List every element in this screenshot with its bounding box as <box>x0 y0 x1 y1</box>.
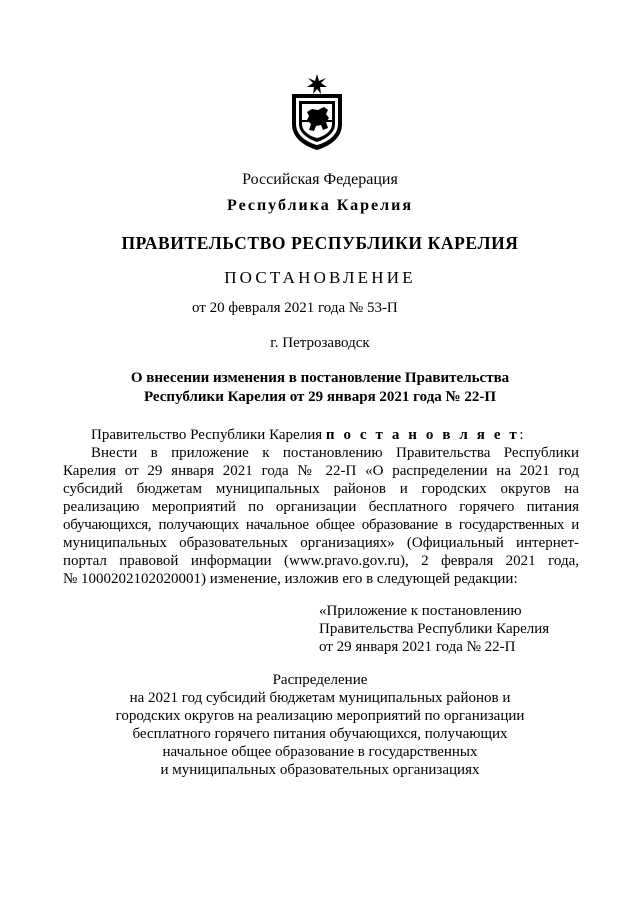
body-line: Карелия от 29 января 2021 года № 22-П «О распределении на 2021 год <box>63 463 579 479</box>
document-type: ПОСТАНОВЛЕНИЕ <box>224 268 416 287</box>
subject-line-1: О внесении изменения в постановление Правительства <box>130 370 510 386</box>
distribution-line: городских округов на реализацию мероприятий по организации <box>115 708 525 724</box>
coat-of-arms-icon <box>288 72 346 152</box>
intro-suffix: : <box>519 427 524 443</box>
distribution-line: на 2021 год субсидий бюджетам муниципальных районов и <box>129 690 511 706</box>
body-line: № 1000202102020001) изменение, изложив его в следующей редакции: <box>63 571 518 587</box>
republic-name: Республика Карелия <box>227 197 413 214</box>
body-line: портал правовой информации (www.pravo.gov.ru), 2 февраля 2021 года, <box>63 553 579 569</box>
appendix-line-2: Правительства Республики Карелия <box>319 621 550 637</box>
appendix-line-3: от 29 января 2021 года № 22-П <box>319 639 516 655</box>
subject-line-2: Республики Карелия от 29 января 2021 года № 22-П <box>143 389 497 405</box>
body-line: обучающихся, получающих начальное общее образование в государственных и <box>63 517 579 533</box>
distribution-line: бесплатного горячего питания обучающихся, получающих <box>132 726 508 742</box>
body-line: Внести в приложение к постановлению Правительства Республики <box>91 445 579 461</box>
intro-verb: п о с т а н о в л я е т <box>325 427 520 443</box>
body-line: реализацию мероприятий по организации бесплатного горячего питания <box>63 499 579 515</box>
body-line: субсидий бюджетам муниципальных районов и городских округов на <box>63 481 579 497</box>
distribution-title: Распределение <box>272 672 368 688</box>
intro-prefix: Правительство Республики Карелия <box>91 427 326 443</box>
city: г. Петрозаводск <box>270 335 370 351</box>
date-number: от 20 февраля 2021 года № 53-П <box>192 300 398 316</box>
government-title: ПРАВИТЕЛЬСТВО РЕСПУБЛИКИ КАРЕЛИЯ <box>121 233 519 253</box>
distribution-line: начальное общее образование в государственных <box>162 744 478 760</box>
appendix-line-1: «Приложение к постановлению <box>319 603 522 619</box>
body-line: муниципальных образовательных организациях» (Официальный интернет- <box>63 535 579 551</box>
distribution-line: и муниципальных образовательных организациях <box>160 762 480 778</box>
intro-line <box>91 426 579 444</box>
country-name: Российская Федерация <box>242 171 398 188</box>
